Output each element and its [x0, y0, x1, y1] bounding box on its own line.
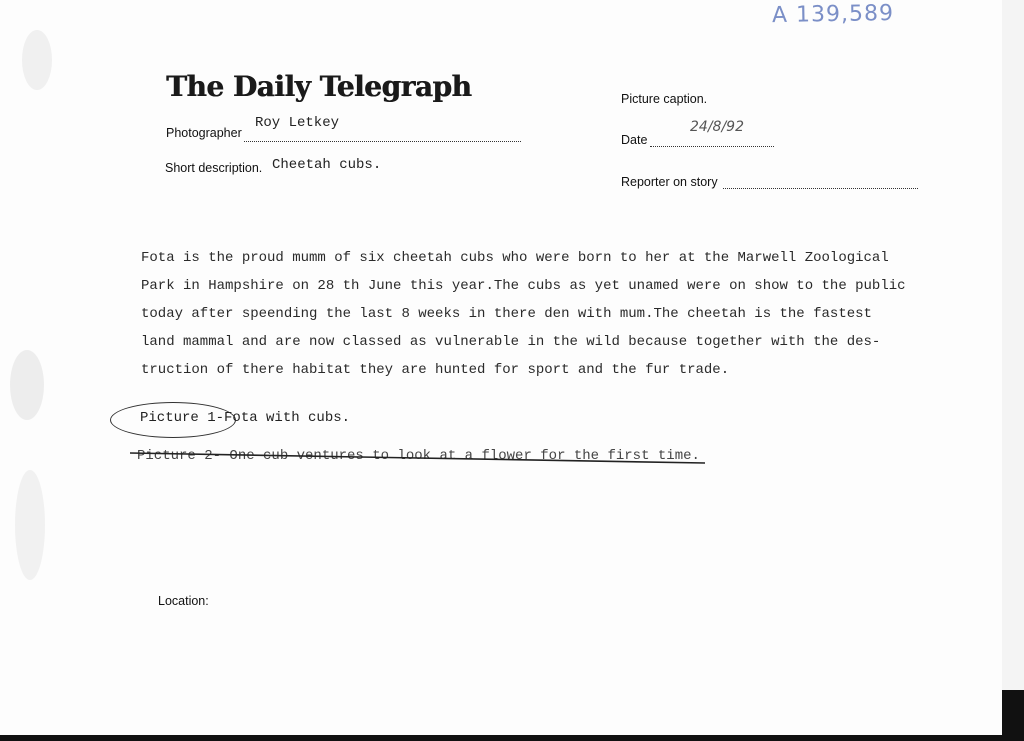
caption-line: land mammal and are now classed as vulnerable in the wild because together with the des-: [141, 334, 881, 350]
photographer-value: Roy Letkey: [255, 115, 340, 131]
reporter-line: [723, 188, 918, 189]
picture-caption-label: Picture caption.: [621, 92, 708, 106]
date-line: [650, 146, 774, 147]
scan-edge-corner: [1002, 690, 1024, 741]
date-value: 24/8/92: [690, 119, 744, 135]
picture-1-entry: [140, 410, 350, 426]
caption-line: Fota is the proud mumm of six cheetah cubs who were born to her at the Marwell Zoological: [141, 250, 889, 266]
caption-line: today after speending the last 8 weeks in there den with mum.The cheetah is the fastest: [141, 306, 872, 322]
location-label: Location:: [158, 594, 209, 608]
scan-edge-bottom: [0, 735, 1024, 741]
paper-stain: [15, 470, 45, 580]
picture-1-label: Picture 1-: [140, 410, 225, 426]
scan-edge-right: [1002, 0, 1024, 690]
archive-number: A 139,589: [771, 0, 895, 29]
reporter-label: Reporter on story: [621, 175, 718, 189]
photographer-label: Photographer: [166, 126, 242, 140]
picture-1-text: Fota with cubs.: [224, 410, 351, 426]
caption-line: truction of there habitat they are hunted for sport and the fur trade.: [141, 362, 730, 378]
paper-stain: [22, 30, 52, 90]
short-description-label: Short description.: [165, 161, 263, 175]
paper-stain: [10, 350, 44, 420]
short-description-value: Cheetah cubs.: [272, 157, 382, 173]
caption-line: Park in Hampshire on 28 th June this year.The cubs as yet unamed were on show to the public: [141, 278, 906, 294]
picture-2-entry: Picture 2- One cub ventures to look at a flower for the first time.: [137, 448, 700, 464]
strikethrough-line: [130, 451, 710, 465]
newspaper-masthead: The Daily Telegraph: [166, 70, 472, 103]
caption-body: [141, 244, 941, 384]
date-label: Date: [621, 133, 648, 147]
photographer-line: [244, 141, 521, 142]
